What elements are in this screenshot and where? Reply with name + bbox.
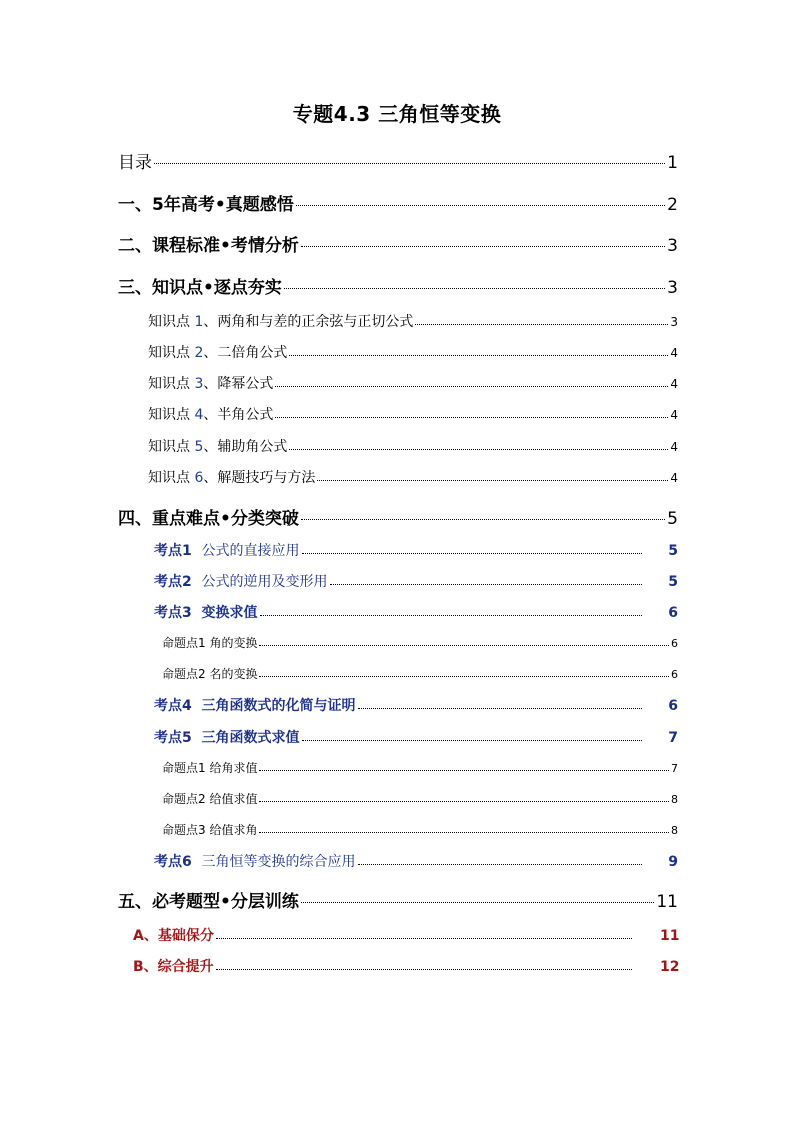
toc-leader-dots: [154, 163, 665, 164]
toc-leader-dots: [275, 386, 668, 387]
toc-page-number: 6: [668, 605, 678, 621]
toc-leader-dots: [302, 553, 643, 554]
toc-leader-dots: [259, 832, 669, 833]
toc-entry-test-point-5[interactable]: [154, 727, 678, 747]
toc-leader-dots: [358, 708, 643, 709]
toc-page-number: 3: [670, 315, 678, 329]
toc-leader-dots: [259, 770, 669, 771]
toc-label: 一、5年高考•真题感悟: [118, 195, 294, 215]
toc-label: 知识点 6、解题技巧与方法: [148, 470, 316, 486]
toc-leader-dots: [216, 969, 632, 970]
toc-label: 目录: [118, 153, 152, 173]
toc-entry-knowledge-point-3[interactable]: [148, 373, 678, 393]
toc-entry-proposition-3[interactable]: [162, 759, 678, 776]
toc-page-number: 8: [671, 824, 678, 837]
toc-entry-knowledge-point-4[interactable]: [148, 404, 678, 424]
toc-leader-dots: [296, 205, 665, 206]
toc-entry-contents[interactable]: [118, 148, 678, 173]
toc-entry-knowledge-point-6[interactable]: [148, 467, 678, 487]
toc-page-number: 4: [670, 377, 678, 391]
toc-leader-dots: [302, 740, 643, 741]
toc-page-number: 5: [667, 509, 678, 529]
toc-leader-dots: [259, 645, 669, 646]
toc-label: 二、课程标准•考情分析: [118, 236, 299, 256]
toc-entry-section-5[interactable]: [118, 887, 678, 912]
toc-leader-dots: [358, 864, 643, 865]
toc-leader-dots: [216, 938, 632, 939]
toc-label: 考点6 三角恒等变换的综合应用: [154, 854, 356, 870]
toc-leader-dots: [330, 584, 643, 585]
toc-page-number: 2: [667, 195, 678, 215]
toc-entry-proposition-1[interactable]: [162, 634, 678, 651]
toc-label: 命题点1 角的变换: [162, 636, 258, 650]
toc-label: 命题点1 给角求值: [162, 761, 258, 775]
toc-label: 知识点 4、半角公式: [148, 407, 274, 423]
toc-label: 考点5 三角函数式求值: [154, 730, 300, 746]
toc-page-number: 5: [668, 574, 678, 590]
toc-page-number: 6: [671, 637, 678, 650]
toc-page-number: 4: [670, 471, 678, 485]
toc-entry-section-3[interactable]: [118, 273, 678, 298]
toc-page-number: 3: [667, 278, 678, 298]
toc-entry-section-4[interactable]: [118, 504, 678, 529]
document-title: 专题4.3 三角恒等变换: [292, 102, 502, 126]
toc-label: 三、知识点•逐点夯实: [118, 278, 282, 298]
toc-page-number: 5: [668, 543, 678, 559]
toc-label: 考点2 公式的逆用及变形用: [154, 574, 328, 590]
toc-entry-knowledge-point-5[interactable]: [148, 436, 678, 456]
toc-page-number: 12: [660, 959, 680, 975]
toc-label: 知识点 3、降幂公式: [148, 376, 274, 392]
toc-entry-section-2[interactable]: [118, 231, 678, 256]
toc-entry-proposition-2[interactable]: [162, 665, 678, 682]
toc-leader-dots: [259, 676, 669, 677]
toc-leader-dots: [317, 480, 668, 481]
toc-entry-knowledge-point-2[interactable]: [148, 342, 678, 362]
toc-leader-dots: [301, 519, 665, 520]
toc-entry-test-point-6[interactable]: [154, 851, 678, 871]
toc-page-number: 11: [656, 892, 678, 912]
toc-leader-dots: [289, 449, 668, 450]
toc-entry-test-point-4[interactable]: [154, 695, 678, 715]
toc-label: 四、重点难点•分类突破: [118, 509, 299, 529]
toc-entry-proposition-5[interactable]: [162, 821, 678, 838]
toc-entry-proposition-4[interactable]: [162, 790, 678, 807]
toc-leader-dots: [259, 801, 669, 802]
toc-leader-dots: [275, 417, 668, 418]
toc-label: 命题点2 给值求值: [162, 792, 258, 806]
toc-entry-test-point-2[interactable]: [154, 571, 678, 591]
toc-entry-advanced-training[interactable]: [133, 956, 678, 976]
toc-page-number: 3: [667, 236, 678, 256]
toc-leader-dots: [284, 288, 665, 289]
toc-entry-basic-training[interactable]: [133, 925, 678, 945]
toc-leader-dots: [415, 324, 668, 325]
toc-entry-test-point-3[interactable]: [154, 602, 678, 622]
toc-page-number: 1: [667, 153, 678, 173]
toc-label: 考点4 三角函数式的化简与证明: [154, 698, 356, 714]
toc-label: 考点3 变换求值: [154, 605, 258, 621]
toc-label: 五、必考题型•分层训练: [118, 892, 299, 912]
toc-page-number: 4: [670, 408, 678, 422]
toc-page-number: 9: [668, 854, 678, 870]
toc-label: 命题点3 给值求角: [162, 823, 258, 837]
toc-page-number: 7: [671, 762, 678, 775]
toc-label: 知识点 1、两角和与差的正余弦与正切公式: [148, 314, 414, 330]
toc-leader-dots: [301, 246, 665, 247]
toc-label: 知识点 5、辅助角公式: [148, 439, 288, 455]
toc-label: 命题点2 名的变换: [162, 667, 258, 681]
toc-page-number: 4: [670, 440, 678, 454]
toc-entry-test-point-1[interactable]: [154, 540, 678, 560]
toc-leader-dots: [289, 355, 668, 356]
toc-leader-dots: [260, 615, 643, 616]
toc-page-number: 6: [671, 668, 678, 681]
toc-page-number: 4: [670, 346, 678, 360]
toc-page-number: 8: [671, 793, 678, 806]
toc-page-number: 11: [660, 928, 680, 944]
toc-page-number: 7: [668, 730, 678, 746]
toc-page-number: 6: [668, 698, 678, 714]
toc-leader-dots: [301, 902, 654, 903]
toc-label: 知识点 2、二倍角公式: [148, 345, 288, 361]
toc-entry-knowledge-point-1[interactable]: [148, 311, 678, 331]
toc-label: B、综合提升: [133, 959, 214, 975]
toc-entry-section-1[interactable]: [118, 190, 678, 215]
toc-label: A、基础保分: [133, 928, 214, 944]
toc-label: 考点1 公式的直接应用: [154, 543, 300, 559]
